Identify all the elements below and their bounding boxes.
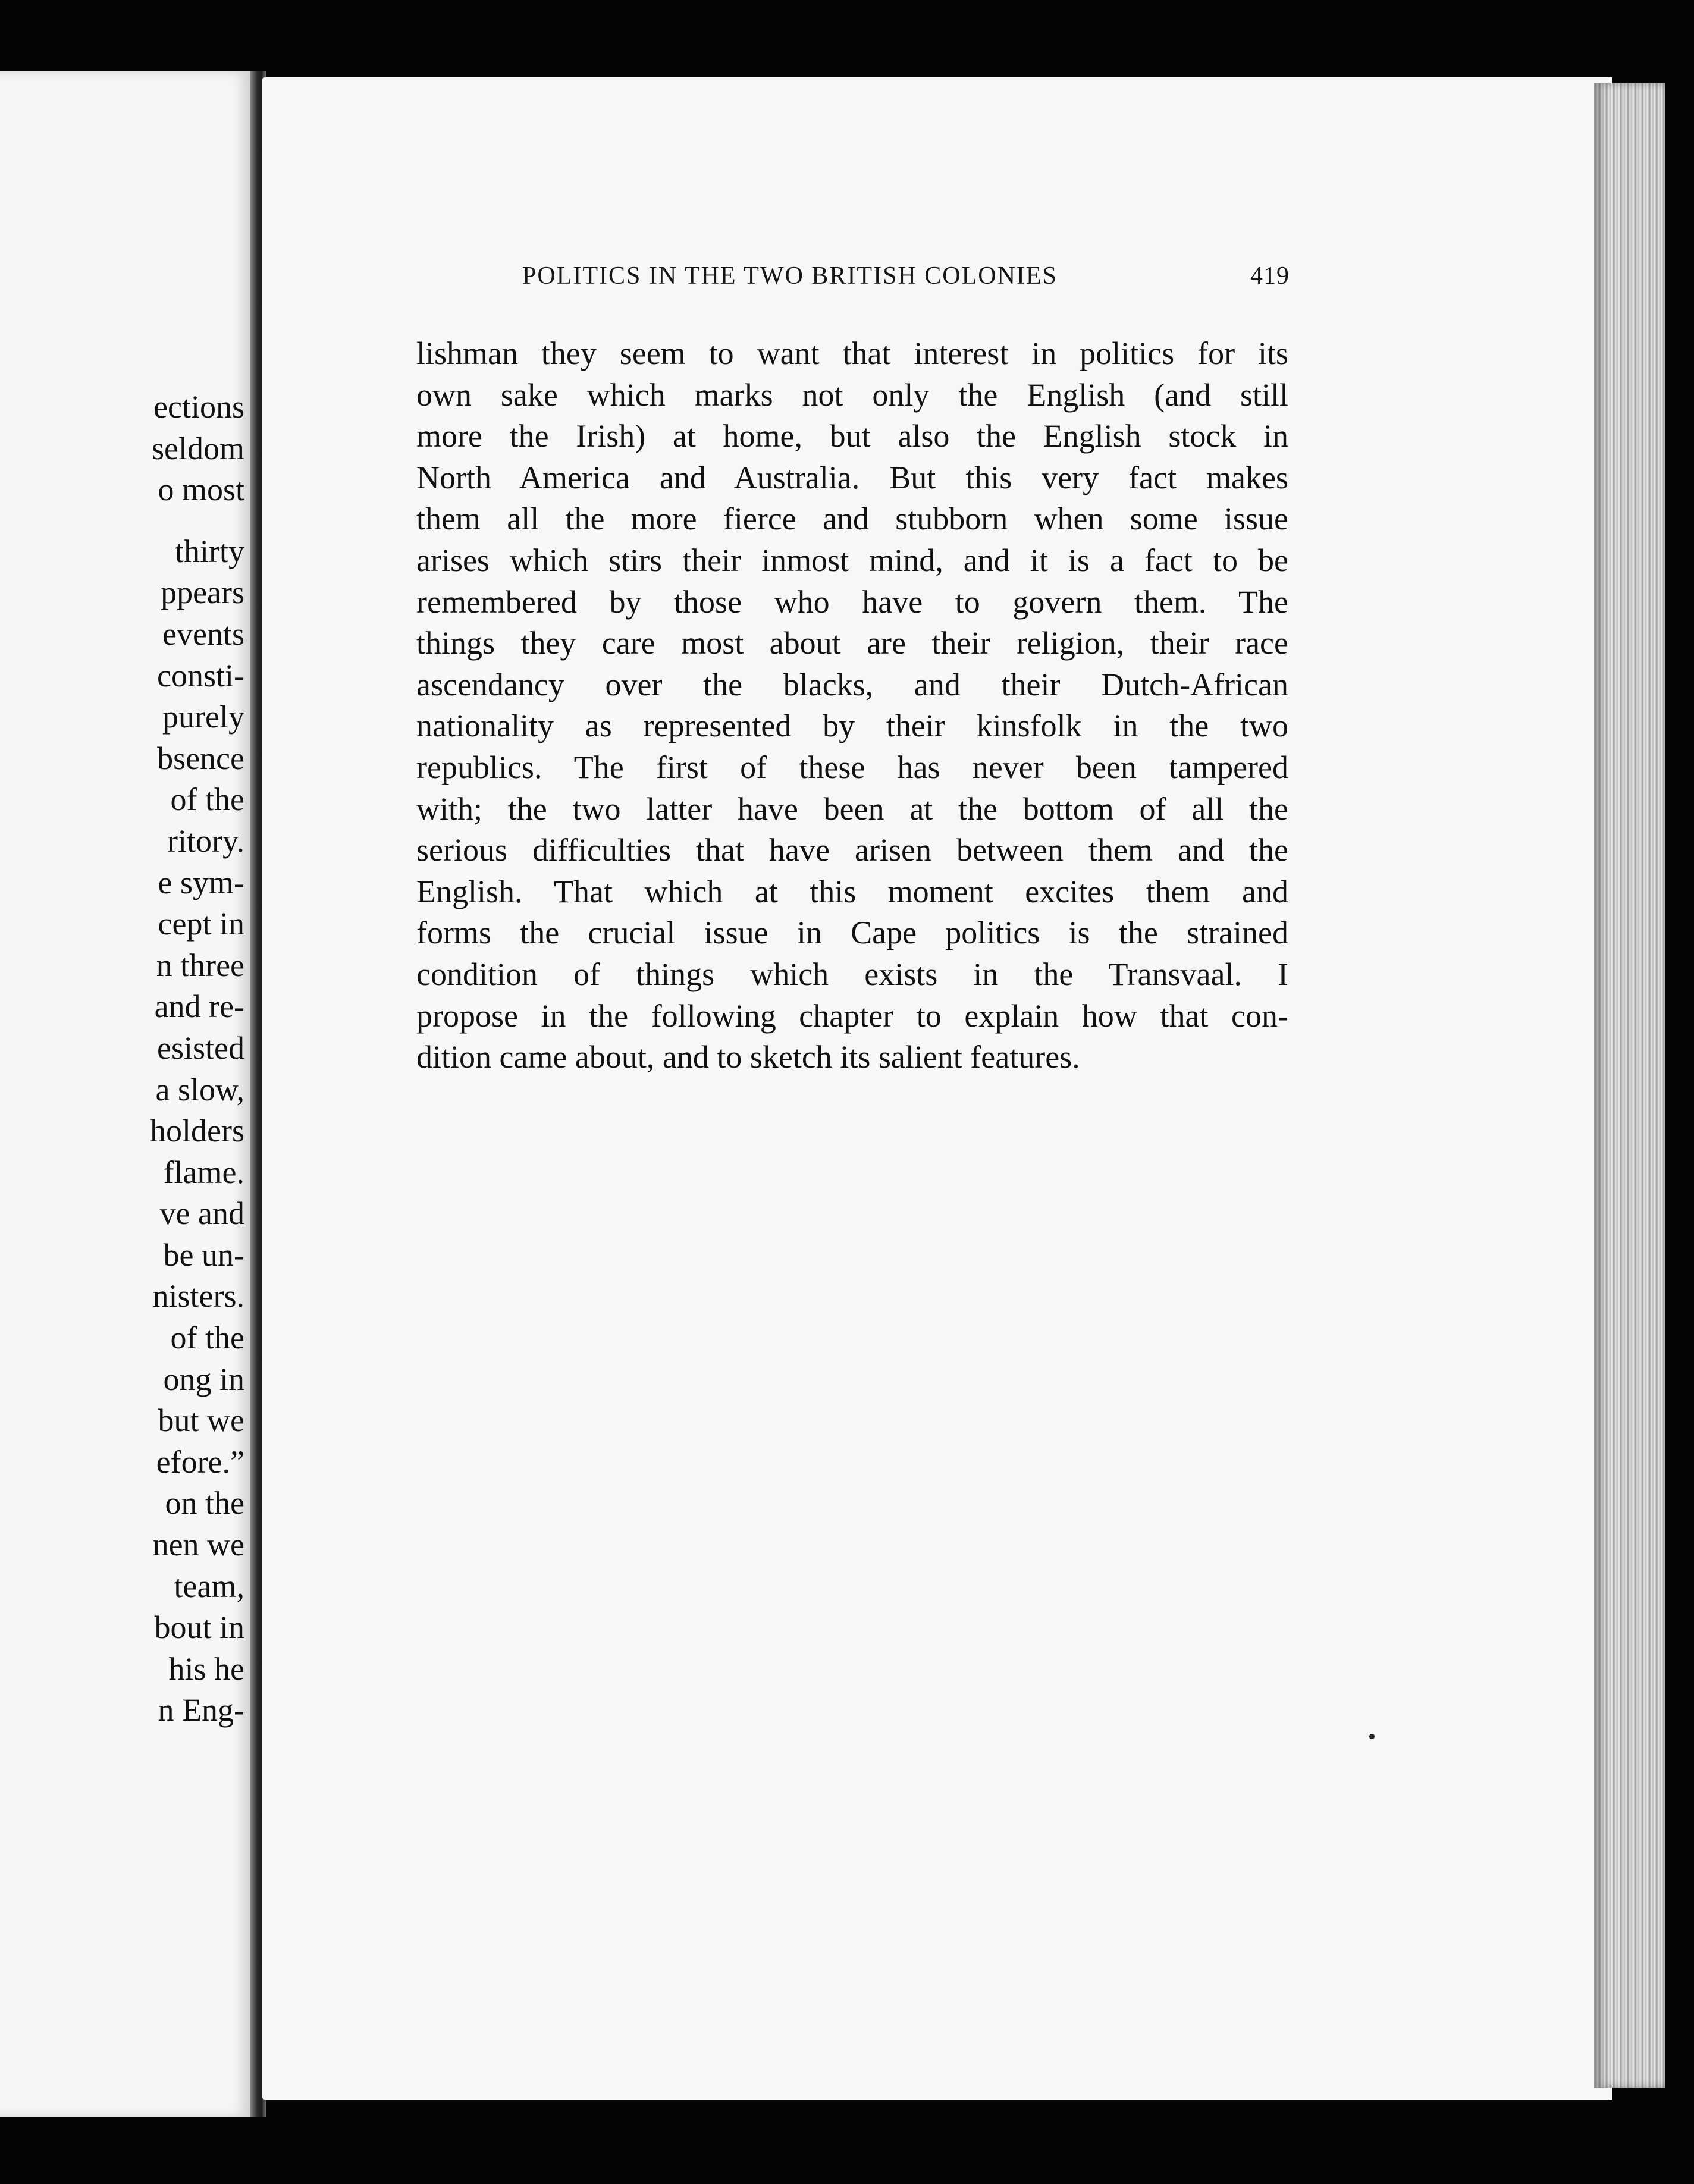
body-text — [416, 333, 1288, 1078]
text-line: consti- — [157, 657, 244, 694]
text-line: ong in — [163, 1361, 244, 1397]
text-line: efore.” — [156, 1444, 244, 1480]
text-line: republics. The first of these has never been tampered — [416, 749, 1288, 785]
text-line: events — [162, 616, 244, 652]
text-line: dition came about, and to sketch its salient features. — [416, 1039, 1080, 1075]
previous-page-text — [150, 387, 244, 1731]
text-line: ppears — [161, 575, 244, 611]
text-line: a slow, — [155, 1071, 244, 1107]
text-line: nen we — [152, 1527, 244, 1563]
text-line: North America and Australia. But this very fact makes — [416, 459, 1288, 495]
text-line: English. That which at this moment excites them and — [416, 873, 1288, 909]
text-line: n three — [156, 947, 244, 983]
text-line: bsence — [157, 740, 244, 776]
text-line: thirty — [175, 533, 244, 569]
text-line: holders — [150, 1113, 244, 1149]
text-line: propose in the following chapter to explain how that con- — [416, 997, 1288, 1034]
text-line: purely — [162, 699, 244, 735]
text-line: cept in — [158, 906, 244, 942]
text-line: ections — [153, 389, 244, 425]
text-line: more the Irish) at home, but also the English stock in — [416, 418, 1288, 454]
text-line: on the — [165, 1485, 244, 1521]
text-line: things they care most about are their religion, their race — [416, 625, 1288, 661]
page-fore-edge — [1594, 83, 1665, 2088]
text-line: seldom — [152, 430, 244, 466]
text-line: bout in — [154, 1609, 244, 1646]
text-line: with; the two latter have been at the bottom of all the — [416, 790, 1288, 827]
text-line: serious difficulties that have arisen between them and the — [416, 832, 1288, 868]
text-line: flame. — [163, 1154, 244, 1190]
text-line: but we — [158, 1402, 244, 1439]
text-line: them all the more fierce and stubborn when some issue — [416, 501, 1288, 537]
text-line: e sym- — [158, 864, 244, 900]
text-line: ve and — [159, 1195, 244, 1232]
text-line: ritory. — [167, 823, 244, 859]
page-number: 419 — [1250, 262, 1290, 290]
text-line: be un- — [163, 1237, 244, 1273]
ink-speck — [1369, 1734, 1375, 1739]
text-line: own sake which marks not only the English (and still — [416, 376, 1288, 413]
previous-page-fragment — [0, 71, 253, 2117]
text-line: n Eng- — [158, 1692, 244, 1728]
text-line: o most — [158, 472, 244, 508]
text-line: ascendancy over the blacks, and their Dutch-African — [416, 666, 1288, 702]
text-line: esisted — [157, 1030, 244, 1066]
text-line: team, — [174, 1568, 244, 1604]
text-line: lishman they seem to want that interest in politics for its — [416, 335, 1288, 371]
text-line: of the — [170, 782, 244, 818]
text-line: nisters. — [152, 1278, 244, 1314]
text-line: arises which stirs their inmost mind, and it is a fact to be — [416, 542, 1288, 578]
text-line: forms the crucial issue in Cape politics is the strained — [416, 915, 1288, 951]
text-line: remembered by those who have to govern them. The — [416, 583, 1288, 620]
text-line: and re- — [154, 989, 244, 1025]
running-head — [522, 262, 1290, 290]
text-line: condition of things which exists in the Transvaal. I — [416, 956, 1288, 992]
text-line: his he — [168, 1650, 244, 1687]
text-line: nationality as represented by their kinsfolk in the two — [416, 708, 1288, 744]
text-line: of the — [170, 1320, 244, 1356]
running-head-title: POLITICS IN THE TWO BRITISH COLONIES — [522, 262, 1058, 290]
